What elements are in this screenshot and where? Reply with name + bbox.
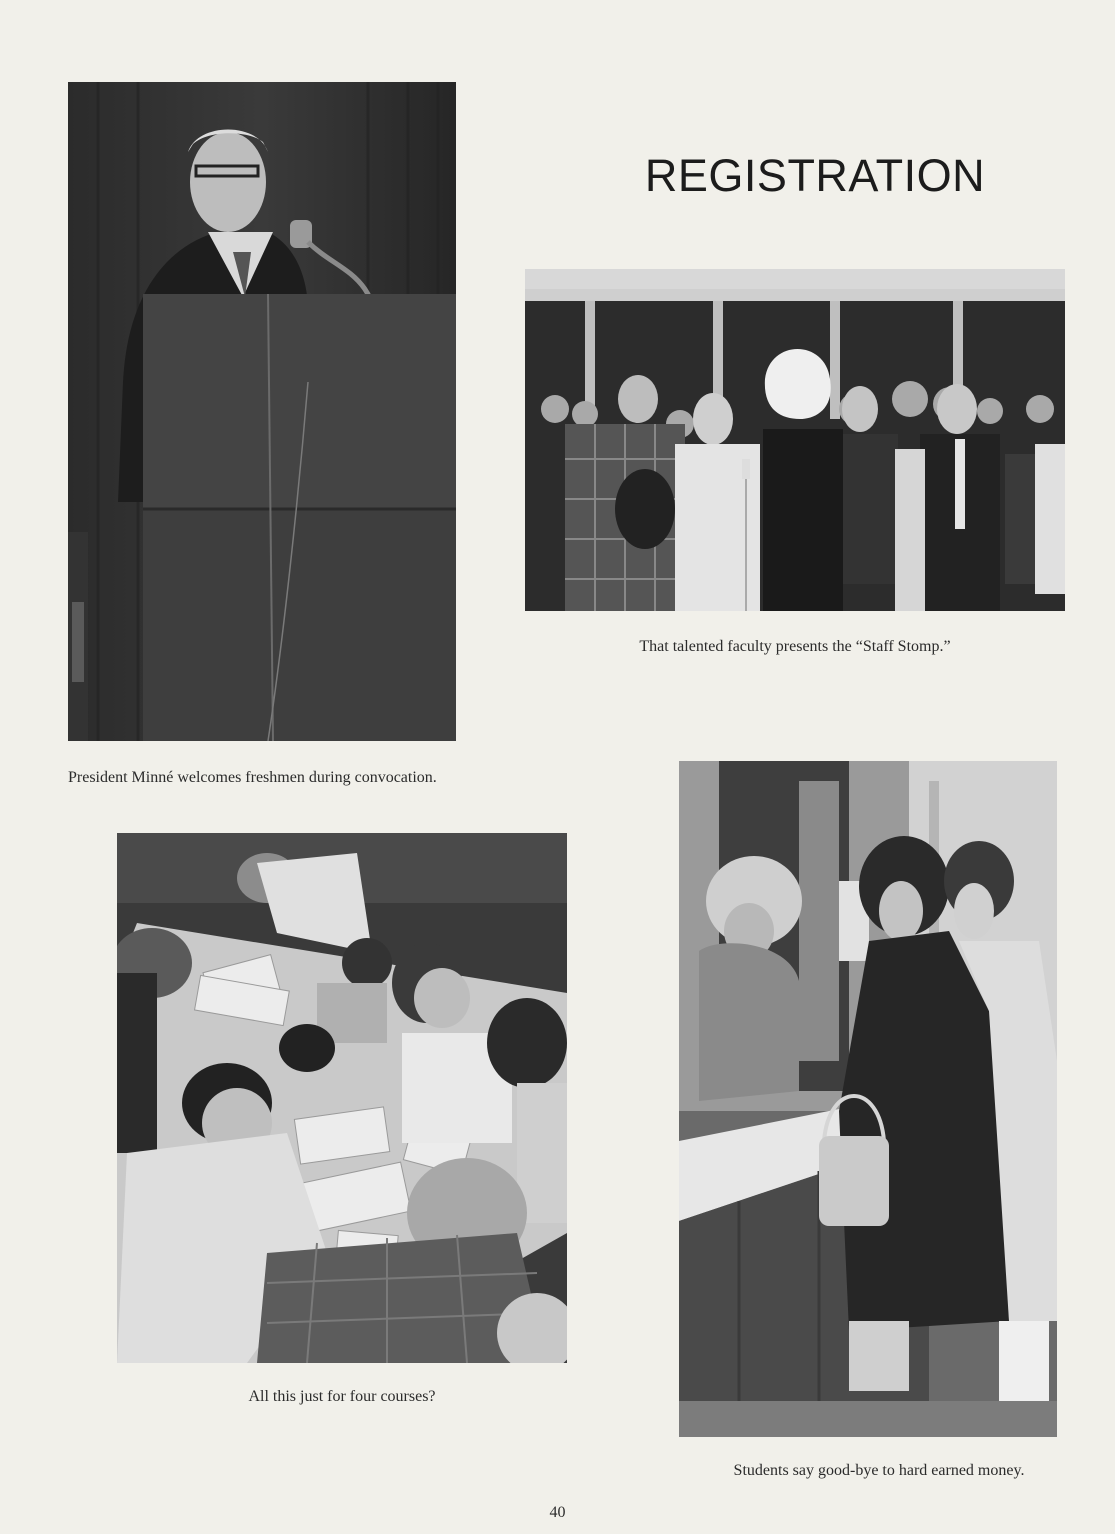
- photo-registration-tables: [117, 833, 567, 1363]
- page-title: REGISTRATION: [644, 150, 986, 201]
- caption-president: President Minné welcomes freshmen during convocation.: [68, 769, 437, 786]
- caption-registration-tables: All this just for four courses?: [248, 1388, 436, 1405]
- photo-president-podium: [68, 82, 456, 741]
- photo-staff-stomp: [525, 269, 1065, 611]
- page-number: 40: [549, 1504, 566, 1521]
- caption-payment-window: Students say good-bye to hard earned money.: [733, 1462, 1025, 1479]
- photo-payment-window: [679, 761, 1057, 1437]
- caption-staff-stomp: That talented faculty presents the “Staff Stomp.”: [639, 638, 951, 655]
